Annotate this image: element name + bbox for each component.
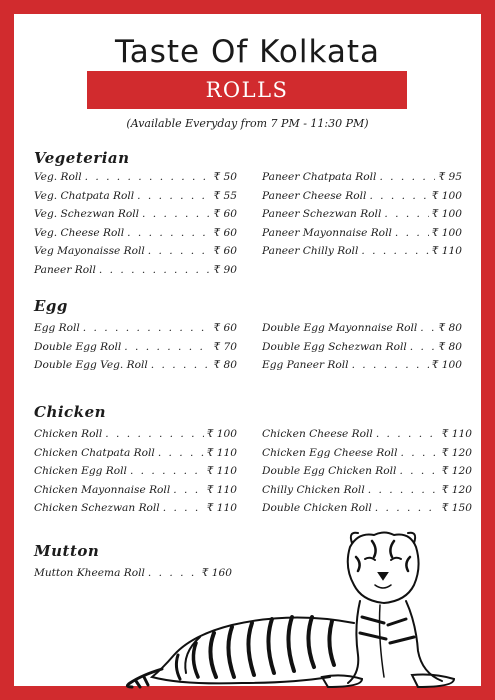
menu-item	[262, 447, 472, 466]
vegeterian-right-column	[262, 171, 462, 264]
item-price: ₹ 110	[431, 245, 462, 257]
leader-dots	[83, 322, 211, 334]
item-name: Paneer Mayonnaise Roll	[262, 226, 392, 239]
item-name: Chicken Cheese Roll	[262, 428, 373, 440]
tiger-illustration-icon	[122, 527, 479, 689]
chicken-right-column	[262, 428, 472, 521]
item-price: ₹ 60	[213, 208, 237, 220]
leader-dots	[376, 428, 439, 440]
item-name: Chicken Schezwan Roll	[34, 502, 160, 514]
menu-item	[34, 227, 237, 246]
item-name: Egg Roll	[34, 322, 80, 334]
section-title-mutton: Mutton	[34, 542, 100, 560]
leader-dots	[375, 502, 439, 514]
leader-dots	[420, 322, 435, 334]
item-price: ₹ 120	[441, 483, 472, 496]
leader-dots	[352, 359, 429, 371]
leader-dots	[151, 359, 211, 371]
item-name: Chicken Egg Cheese Roll	[262, 446, 398, 459]
leader-dots	[369, 190, 428, 202]
chicken-left-column	[34, 428, 237, 521]
menu-item	[34, 190, 237, 209]
item-name: Chilly Chicken Roll	[262, 483, 365, 496]
item-price: ₹ 90	[213, 263, 237, 276]
restaurant-title: Taste Of Kolkata	[114, 34, 381, 70]
menu-item	[262, 227, 462, 246]
item-price: ₹ 100	[431, 189, 462, 202]
leader-dots	[130, 465, 204, 477]
section-title-chicken: Chicken	[34, 403, 107, 421]
menu-item	[262, 484, 472, 503]
leader-dots	[105, 428, 203, 440]
leader-dots	[142, 208, 210, 220]
menu-item	[262, 322, 462, 341]
item-price: ₹ 120	[441, 465, 472, 477]
leader-dots	[148, 245, 211, 257]
menu-item	[34, 502, 237, 521]
item-name: Paneer Cheese Roll	[262, 189, 367, 202]
item-price: ₹ 110	[206, 502, 237, 514]
item-name: Chicken Mayonnaise Roll	[34, 483, 171, 496]
menu-item	[34, 359, 237, 378]
item-name: Veg. Cheese Roll	[34, 226, 125, 239]
menu-item	[34, 208, 237, 227]
item-price: ₹ 60	[213, 245, 237, 257]
section-title-vegeterian: Vegeterian	[34, 149, 130, 167]
item-name: Egg Paneer Roll	[262, 359, 349, 371]
menu-item	[34, 245, 237, 264]
item-price: ₹ 100	[206, 428, 237, 440]
menu-item	[34, 341, 237, 360]
item-name: Veg. Schezwan Roll	[34, 208, 140, 220]
leader-dots	[124, 341, 210, 353]
item-price: ₹ 55	[213, 189, 237, 202]
menu-item	[262, 190, 462, 209]
item-price: ₹ 80	[213, 359, 237, 371]
menu-item	[34, 264, 237, 283]
menu-item	[262, 245, 462, 264]
menu-item	[262, 465, 472, 484]
item-name: Double Egg Chicken Roll	[262, 465, 397, 477]
menu-category-banner: ROLLS	[87, 71, 407, 109]
section-title-egg: Egg	[34, 297, 68, 315]
item-name: Double Egg Mayonnaise Roll	[262, 322, 418, 334]
leader-dots	[137, 190, 210, 202]
menu-item	[34, 447, 237, 466]
item-price: ₹ 100	[431, 359, 462, 371]
egg-left-column	[34, 322, 237, 378]
menu-item	[34, 171, 237, 190]
item-price: ₹ 110	[206, 446, 237, 459]
item-name: Double Egg Roll	[34, 340, 122, 353]
item-price: ₹ 160	[201, 567, 232, 579]
item-name: Double Egg Schezwan Roll	[262, 340, 407, 353]
item-name: Paneer Chatpata Roll	[262, 171, 377, 183]
item-name: Paneer Roll	[34, 263, 96, 276]
leader-dots	[384, 208, 428, 220]
leader-dots	[127, 227, 210, 239]
item-price: ₹ 95	[438, 171, 462, 183]
vegeterian-left-column	[34, 171, 237, 282]
item-price: ₹ 80	[438, 322, 462, 334]
item-name: Chicken Chatpata Roll	[34, 446, 155, 459]
item-price: ₹ 120	[441, 446, 472, 459]
menu-item	[262, 208, 462, 227]
menu-item	[34, 428, 237, 447]
item-name: Double Egg Veg. Roll	[34, 359, 148, 371]
menu-item	[262, 502, 472, 521]
menu-item	[262, 359, 462, 378]
availability-note: (Available Everyday from 7 PM - 11:30 PM)	[126, 117, 369, 130]
item-name: Double Chicken Roll	[262, 502, 372, 514]
item-name: Mutton Kheema Roll	[34, 567, 145, 579]
leader-dots	[99, 264, 211, 276]
item-price: ₹ 100	[431, 226, 462, 239]
item-name: Paneer Chilly Roll	[262, 245, 359, 257]
item-name: Veg Mayonaisse Roll	[34, 245, 145, 257]
item-price: ₹ 110	[206, 465, 237, 477]
item-name: Paneer Schezwan Roll	[262, 208, 382, 220]
item-price: ₹ 60	[213, 226, 237, 239]
leader-dots	[400, 447, 438, 459]
menu-item	[34, 484, 237, 503]
item-price: ₹ 70	[213, 340, 237, 353]
leader-dots	[173, 484, 203, 496]
item-price: ₹ 60	[213, 322, 237, 334]
item-price: ₹ 110	[441, 428, 472, 440]
leader-dots	[395, 227, 429, 239]
egg-right-column	[262, 322, 462, 378]
menu-item	[262, 341, 462, 360]
menu-item	[262, 171, 462, 190]
leader-dots	[379, 171, 435, 183]
leader-dots	[85, 171, 211, 183]
menu-item	[262, 428, 472, 447]
item-price: ₹ 150	[441, 502, 472, 514]
leader-dots	[158, 447, 204, 459]
item-price: ₹ 110	[206, 483, 237, 496]
menu-item	[34, 465, 237, 484]
leader-dots	[361, 245, 428, 257]
item-price: ₹ 80	[438, 340, 462, 353]
item-name: Chicken Egg Roll	[34, 465, 127, 477]
item-price: ₹ 50	[213, 171, 237, 183]
leader-dots	[163, 502, 204, 514]
item-name: Chicken Roll	[34, 428, 103, 440]
item-name: Veg. Roll	[34, 171, 82, 183]
menu-item	[34, 322, 237, 341]
leader-dots	[410, 341, 436, 353]
item-price: ₹ 100	[431, 208, 462, 220]
leader-dots	[368, 484, 439, 496]
leader-dots	[399, 465, 438, 477]
item-name: Veg. Chatpata Roll	[34, 189, 135, 202]
